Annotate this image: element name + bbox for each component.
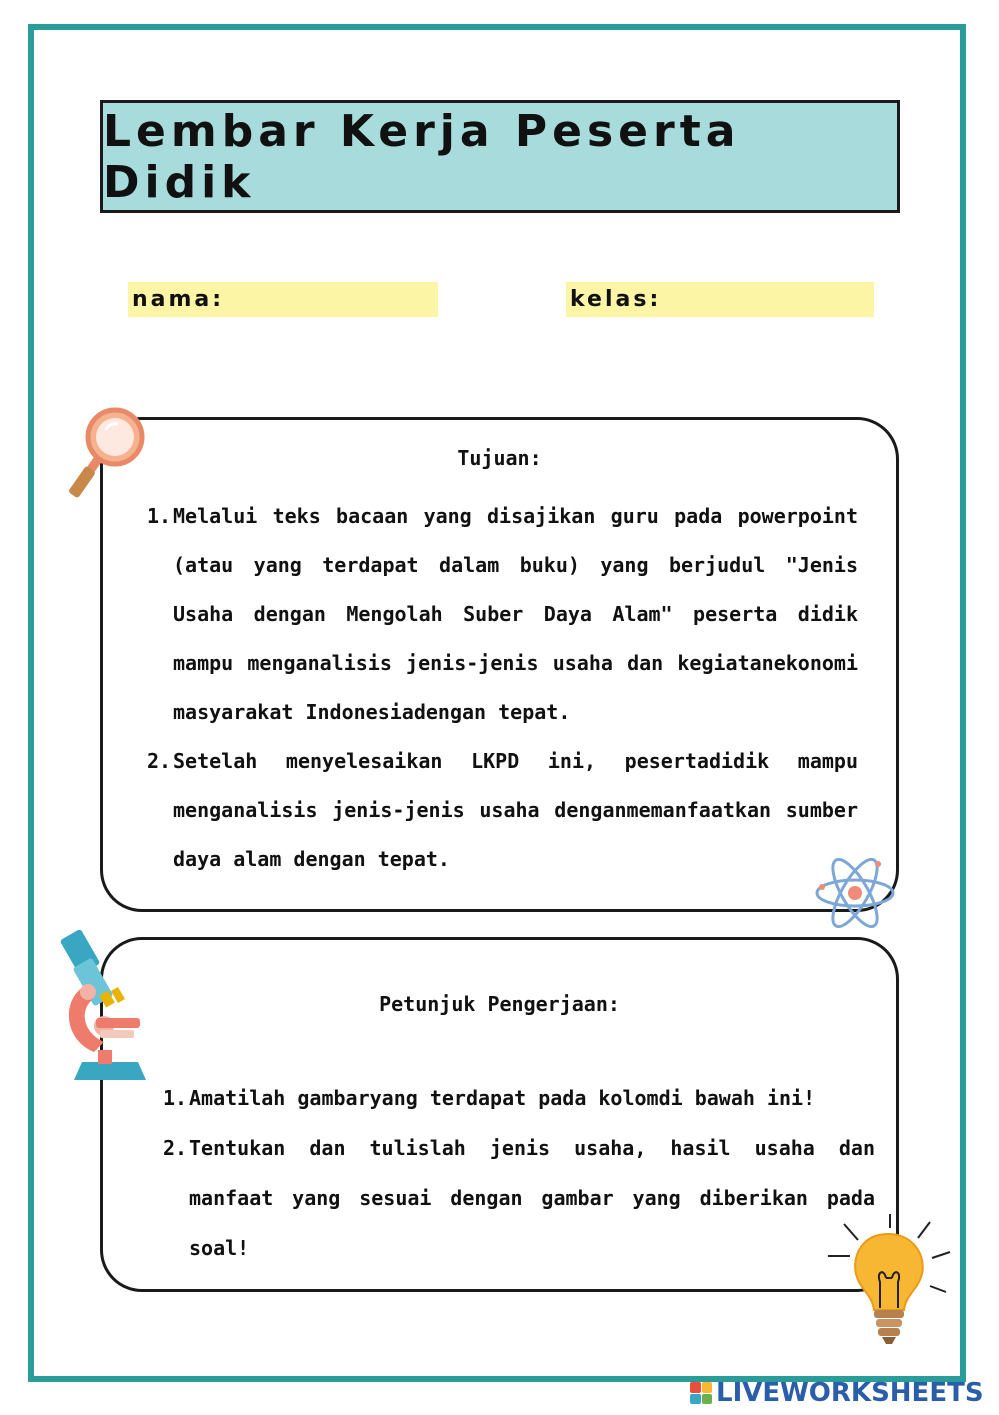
name-field[interactable]: [128, 282, 438, 317]
objectives-heading: Tujuan:: [457, 446, 542, 470]
objective-item: [147, 737, 858, 884]
lightbulb-icon: [822, 1212, 956, 1352]
objective-item: [147, 492, 858, 737]
objectives-card: [100, 417, 899, 912]
page-title: Lembar Kerja Peserta Didik: [103, 105, 741, 208]
liveworksheets-watermark: [690, 1380, 984, 1406]
item-text: Melalui teks bacaan yang disajikan guru pada powerpoint (atau yang terdapat dalam buku) yang berjudul "Jenis Usaha dengan Mengolah Suber Daya Alam" peserta didik mampu menganalisis jenis-jenis usaha dan kegiatanekonomi masyarakat Indonesiadengan tepat.: [173, 504, 858, 724]
item-number: 1.: [163, 1086, 188, 1110]
item-number: 2.: [163, 1136, 188, 1160]
watermark-text: LIVEWORKSHEETS: [716, 1378, 984, 1408]
item-number: 2.: [147, 749, 172, 773]
item-text: Setelah menyelesaikan LKPD ini, pesertadidik mampu menganalisis jenis-jenis usaha denganmemanfaatkan sumber daya alam dengan tepat.: [173, 749, 858, 871]
atom-icon: [812, 853, 898, 933]
title-banner: [100, 100, 900, 213]
liveworksheets-logo-icon: [690, 1382, 712, 1404]
instruction-item: [163, 1073, 875, 1123]
instructions-card: [100, 937, 899, 1292]
objectives-list: [147, 492, 858, 884]
class-field[interactable]: [566, 282, 874, 317]
instructions-heading: Petunjuk Pengerjaan:: [379, 992, 620, 1016]
item-text: Amatilah gambaryang terdapat pada kolomdi bawah ini!: [189, 1086, 816, 1110]
class-label: kelas:: [570, 287, 662, 312]
magnifier-icon: [66, 402, 152, 504]
item-number: 1.: [147, 504, 172, 528]
name-label: nama:: [132, 287, 225, 312]
microscope-icon: [60, 930, 170, 1090]
instructions-list: [163, 1073, 875, 1273]
instruction-item: [163, 1123, 875, 1273]
item-text: Tentukan dan tulislah jenis usaha, hasil usaha dan manfaat yang sesuai dengan gambar yang diberikan pada soal!: [189, 1136, 875, 1260]
